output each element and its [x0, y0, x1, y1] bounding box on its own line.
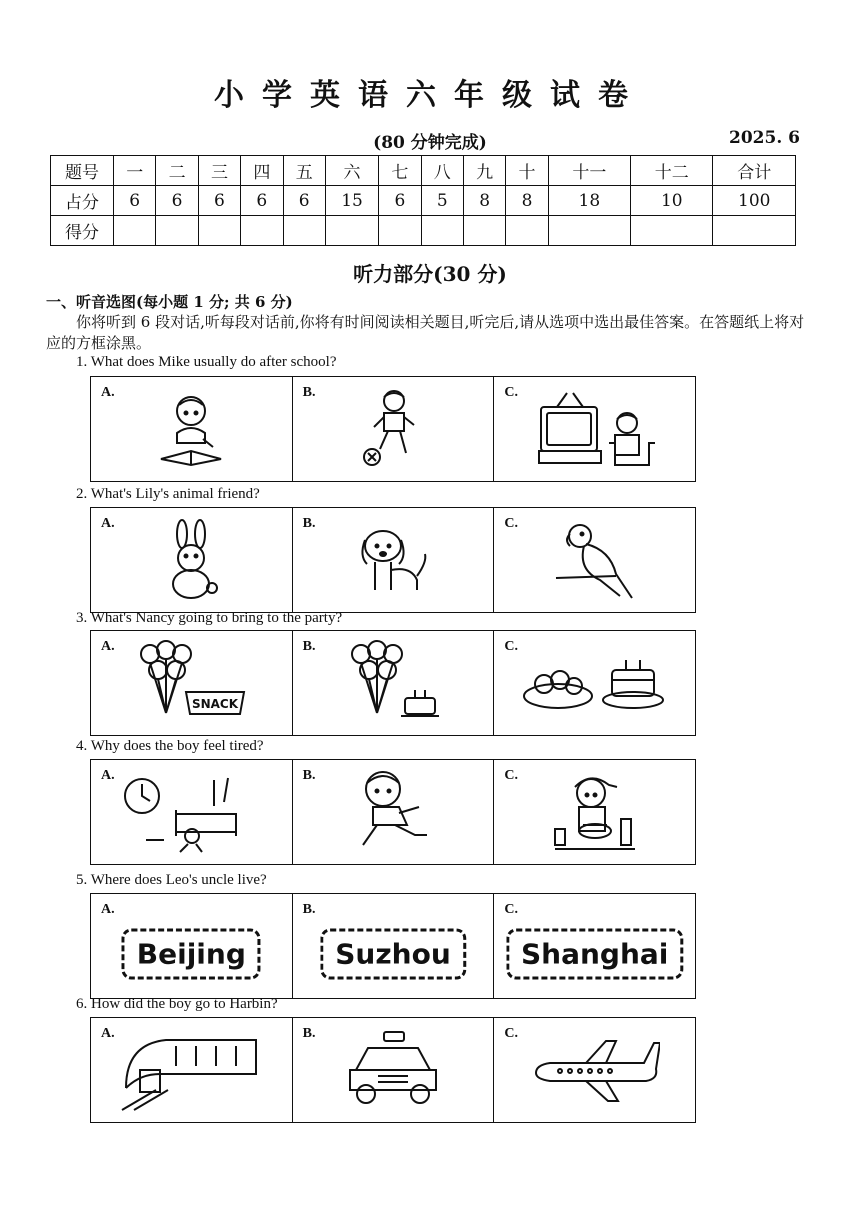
time-limit: (80 分钟完成)	[373, 133, 487, 153]
taxi-icon	[338, 1028, 448, 1112]
option-label: C.	[504, 385, 518, 400]
option-4b[interactable]	[293, 760, 495, 864]
score-input-cell[interactable]	[463, 216, 505, 246]
points-cell: 15	[325, 186, 378, 216]
train-icon	[116, 1028, 266, 1112]
option-3a[interactable]	[91, 631, 293, 735]
option-label: A.	[101, 385, 115, 400]
score-row-earned	[51, 216, 796, 246]
option-label: A.	[101, 516, 115, 531]
city-name: Suzhou	[320, 929, 466, 980]
option-label: B.	[302, 768, 316, 783]
col-header: 十	[506, 156, 548, 186]
fruit-cake-icon	[520, 648, 670, 718]
options-row-3	[90, 630, 696, 736]
option-label: C.	[504, 902, 518, 917]
score-input-cell[interactable]	[713, 216, 796, 246]
options-row-1	[90, 376, 696, 482]
city-name: Beijing	[122, 929, 261, 980]
instructions: 你将听到 6 段对话,听每段对话前,你将有时间阅读相关题目,听完后,请从选项中选出最佳答案。在答题纸上将对应的方框涂黑。	[46, 313, 805, 352]
option-1c[interactable]	[494, 377, 695, 481]
points-cell: 6	[241, 186, 283, 216]
col-header: 五	[283, 156, 325, 186]
col-header: 二	[156, 156, 198, 186]
playing-football-icon	[358, 387, 428, 471]
doing-homework-icon	[151, 389, 231, 469]
option-1b[interactable]	[293, 377, 495, 481]
score-input-cell[interactable]	[114, 216, 156, 246]
option-4a[interactable]	[91, 760, 293, 864]
option-3c[interactable]	[494, 631, 695, 735]
score-input-cell[interactable]	[198, 216, 240, 246]
option-1a[interactable]	[91, 377, 293, 481]
option-label: C.	[504, 1026, 518, 1041]
points-cell: 8	[506, 186, 548, 216]
option-label: C.	[504, 768, 518, 783]
points-cell: 5	[421, 186, 463, 216]
score-input-cell[interactable]	[156, 216, 198, 246]
balloons-cake-icon	[343, 640, 443, 726]
option-6b[interactable]	[293, 1018, 495, 1122]
city-name: Shanghai	[506, 929, 683, 980]
rabbit-icon	[156, 518, 226, 602]
option-label: C.	[504, 639, 518, 654]
col-header: 六	[325, 156, 378, 186]
option-5b[interactable]	[293, 894, 495, 998]
option-label: B.	[302, 902, 316, 917]
option-label: A.	[101, 902, 115, 917]
score-input-cell[interactable]	[283, 216, 325, 246]
option-2c[interactable]	[494, 508, 695, 612]
points-cell: 10	[631, 186, 713, 216]
snack-caption: SNACK	[192, 697, 239, 711]
option-3b[interactable]	[293, 631, 495, 735]
question-4: 4. Why does the boy feel tired?	[76, 738, 264, 754]
row-label: 得分	[51, 216, 114, 246]
points-cell: 6	[156, 186, 198, 216]
col-header: 八	[421, 156, 463, 186]
watching-tv-icon	[535, 387, 655, 471]
option-5c[interactable]	[494, 894, 695, 998]
question-6: 6. How did the boy go to Harbin?	[76, 996, 278, 1012]
question-2: 2. What's Lily's animal friend?	[76, 486, 260, 502]
option-label: B.	[302, 516, 316, 531]
points-cell: 18	[548, 186, 630, 216]
row-label: 题号	[51, 156, 114, 186]
score-input-cell[interactable]	[548, 216, 630, 246]
dog-icon	[353, 520, 433, 600]
score-row-number	[51, 156, 796, 186]
parrot-icon	[550, 518, 640, 602]
running-boy-icon	[343, 767, 443, 857]
score-table	[50, 155, 796, 246]
col-header: 七	[379, 156, 421, 186]
score-input-cell[interactable]	[379, 216, 421, 246]
points-cell: 100	[713, 186, 796, 216]
option-5a[interactable]	[91, 894, 293, 998]
score-input-cell[interactable]	[325, 216, 378, 246]
option-2a[interactable]	[91, 508, 293, 612]
question-5: 5. Where does Leo's uncle live?	[76, 872, 267, 888]
col-header: 三	[198, 156, 240, 186]
option-2b[interactable]	[293, 508, 495, 612]
points-cell: 8	[463, 186, 505, 216]
option-4c[interactable]	[494, 760, 695, 864]
col-header: 合计	[713, 156, 796, 186]
col-header: 十二	[631, 156, 713, 186]
option-label: A.	[101, 1026, 115, 1041]
points-cell: 6	[283, 186, 325, 216]
balloons-snack-icon	[136, 640, 246, 726]
options-row-4	[90, 759, 696, 865]
question-1: 1. What does Mike usually do after school?	[76, 354, 337, 370]
col-header: 九	[463, 156, 505, 186]
score-row-points	[51, 186, 796, 216]
part-heading: 一、听音选图(每小题 1 分; 共 6 分)	[46, 293, 293, 311]
options-row-2	[90, 507, 696, 613]
plane-icon	[530, 1035, 660, 1105]
points-cell: 6	[379, 186, 421, 216]
page-title: 小学英语六年级试卷	[214, 78, 646, 113]
points-cell: 6	[114, 186, 156, 216]
options-row-6	[90, 1017, 696, 1123]
col-header: 四	[241, 156, 283, 186]
score-input-cell[interactable]	[421, 216, 463, 246]
question-3: 3. What's Nancy going to bring to the party?	[76, 610, 343, 626]
score-input-cell[interactable]	[506, 216, 548, 246]
options-row-5	[90, 893, 696, 999]
col-header: 一	[114, 156, 156, 186]
option-label: A.	[101, 639, 115, 654]
option-label: B.	[302, 639, 316, 654]
option-label: A.	[101, 768, 115, 783]
exam-date: 2025. 6	[729, 128, 800, 148]
option-6a[interactable]	[91, 1018, 293, 1122]
score-input-cell[interactable]	[631, 216, 713, 246]
score-input-cell[interactable]	[241, 216, 283, 246]
points-cell: 6	[198, 186, 240, 216]
option-label: B.	[302, 1026, 316, 1041]
cooking-boy-icon	[545, 767, 645, 857]
option-6c[interactable]	[494, 1018, 695, 1122]
col-header: 十一	[548, 156, 630, 186]
section-title: 听力部分(30 分)	[353, 262, 507, 286]
option-label: C.	[504, 516, 518, 531]
option-label: B.	[302, 385, 316, 400]
row-label: 占分	[51, 186, 114, 216]
cleaning-room-icon	[116, 770, 266, 854]
